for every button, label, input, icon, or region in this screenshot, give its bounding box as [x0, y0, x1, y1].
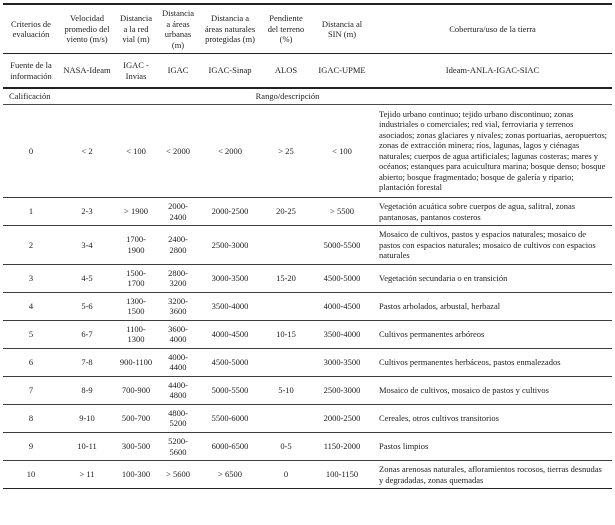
wind-speed-cell: 6-7 [81, 329, 93, 340]
sin-distance-cell: 2500-3000 [323, 385, 361, 396]
slope-cell [261, 292, 311, 320]
sin-distance-cell: 3500-4000 [323, 329, 361, 340]
protected-distance-cell: 5500-6000 [211, 413, 249, 424]
source-sin: IGAC-UPME [318, 65, 366, 76]
source-row [3, 54, 612, 89]
source-red-vial: IGAC - Invias [123, 60, 149, 81]
source-pendiente: ALOS [274, 65, 298, 76]
source-cobertura: Ideam-ANLA-IGAC-SIAC [445, 65, 540, 76]
land-cover-cell: Vegetación secundaria o en transición [379, 272, 508, 283]
table-row-grade-1 [3, 197, 612, 225]
grade-cell: 4 [28, 300, 34, 311]
sin-distance-cell: 1150-2000 [323, 441, 361, 452]
rango-descripcion-section-label: Rango/descripción [255, 91, 320, 102]
source-areas-urbanas: IGAC [167, 65, 189, 76]
column-header-distancia-areas-naturales: Distancia a áreas naturales protegidas (m) [204, 13, 256, 45]
table-row-grade-10 [3, 461, 612, 489]
road-distance-cell: 500-700 [121, 413, 151, 424]
protected-distance-cell: 2000-2500 [211, 206, 249, 217]
table-row-grade-4 [3, 292, 612, 320]
road-distance-cell: 300-500 [121, 441, 151, 452]
protected-distance-cell: 4000-4500 [211, 329, 249, 340]
slope-cell: 15-20 [276, 272, 296, 283]
urban-distance-cell: 3600-4000 [168, 323, 188, 345]
sin-distance-cell: 2000-2500 [323, 413, 361, 424]
slope-cell: 0-5 [280, 441, 292, 452]
wind-speed-cell: 10-11 [77, 441, 97, 452]
wind-speed-cell: < 2 [81, 145, 93, 156]
grade-cell: 7 [28, 385, 34, 396]
grade-cell: 3 [28, 272, 34, 283]
land-cover-cell: Pastos arbolados, arbustal, herbazal [379, 300, 501, 311]
table-row-grade-9 [3, 433, 612, 461]
grade-cell: 5 [28, 329, 34, 340]
urban-distance-cell: 4800-5200 [168, 407, 188, 429]
table-row-grade-7 [3, 376, 612, 404]
slope-cell: > 25 [278, 145, 294, 156]
protected-distance-cell: 3000-3500 [211, 272, 249, 283]
land-cover-cell: Tejido urbano continuo; tejido urbano discontinuo; zonas industriales o comerciales; red vial, ferroviaria y terrenos asociados; zonas glaciares y nivales; zonas portuarias, aeropuertos; zonas de extracción minera; ríos, lagunas, lagos y ciénagas naturales; cuerpos de agua artificiales; lagunas costeras; mares y océanos; estanques para acuicultura marina; bosque denso; bosque abierto; bosque fragmentado; bosque de galería y ripario; plantación forestal [379, 108, 608, 193]
protected-distance-cell: < 2000 [218, 145, 242, 156]
urban-distance-cell: 4400-4800 [168, 379, 188, 401]
land-cover-cell: Vegetación acuática sobre cuerpos de agua, salitral, zonas pantanosas, pantanos costeros [379, 200, 576, 222]
grade-cell: 10 [26, 469, 36, 480]
protected-distance-cell: 4500-5000 [211, 357, 249, 368]
slope-cell: 5-10 [278, 385, 294, 396]
land-cover-cell: Cultivos permanentes arbóreos [379, 329, 485, 340]
slope-cell [261, 226, 311, 265]
wind-speed-cell: 5-6 [81, 300, 93, 311]
table-row-grade-5 [3, 320, 612, 348]
source-velocidad: NASA-Ideam [63, 65, 111, 76]
column-header-velocidad-viento: Velocidad promedio del viento (m/s) [64, 13, 110, 45]
evaluation-criteria-table [3, 3, 612, 489]
column-header-distancia-areas-urbanas: Distancia a áreas urbanas (m) [161, 8, 195, 50]
grade-cell: 0 [28, 145, 34, 156]
wind-speed-cell: 3-4 [81, 239, 93, 250]
column-header-distancia-sin: Distancia al SIN (m) [321, 18, 363, 40]
wind-speed-cell: 7-8 [81, 357, 93, 368]
land-cover-cell: Pastos limpios [379, 441, 429, 452]
urban-distance-cell: 4000-4400 [168, 351, 188, 373]
urban-distance-cell: > 5600 [166, 469, 190, 480]
wind-speed-cell: 9-10 [79, 413, 95, 424]
wind-speed-cell: 4-5 [81, 272, 93, 283]
table-row-grade-6 [3, 348, 612, 376]
slope-cell: 20-25 [276, 206, 296, 217]
wind-speed-cell: > 11 [79, 469, 95, 480]
section-row [3, 88, 612, 104]
source-areas-naturales: IGAC-Sinap [208, 65, 252, 76]
table-row-grade-3 [3, 264, 612, 292]
land-cover-cell: Zonas arenosas naturales, afloramientos rocosos, tierras desnudas y degradadas, zonas quemadas [379, 464, 602, 485]
sin-distance-cell: 4000-4500 [323, 300, 361, 311]
header-row [3, 4, 612, 54]
table-row-grade-8 [3, 404, 612, 432]
road-distance-cell: > 1900 [124, 206, 148, 217]
wind-speed-cell: 2-3 [81, 206, 93, 217]
slope-cell: 10-15 [276, 329, 296, 340]
urban-distance-cell: < 2000 [166, 145, 190, 156]
calificacion-section-label: Calificación [9, 91, 51, 102]
urban-distance-cell: 3200-3600 [168, 295, 188, 317]
table-row-grade-2 [3, 226, 612, 265]
protected-distance-cell: 2500-3000 [211, 239, 249, 250]
road-distance-cell: 1100-1300 [126, 323, 146, 345]
column-header-cobertura: Cobertura/uso de la tierra [449, 23, 536, 34]
table-row-grade-0 [3, 104, 612, 197]
road-distance-cell: < 100 [126, 145, 146, 156]
sin-distance-cell: 5000-5500 [323, 239, 361, 250]
road-distance-cell: 1700-1900 [126, 234, 146, 255]
grade-cell: 8 [28, 413, 34, 424]
slope-cell [261, 404, 311, 432]
sin-distance-cell: 100-1150 [325, 469, 359, 480]
sin-distance-cell: 3000-3500 [323, 357, 361, 368]
column-header-distancia-red-vial: Distancia a la red vial (m) [119, 13, 153, 45]
land-cover-cell: Cereales, otros cultivos transitorios [379, 413, 499, 424]
road-distance-cell: 700-900 [121, 385, 151, 396]
road-distance-cell: 900-1100 [119, 357, 153, 368]
urban-distance-cell: 2000-2400 [168, 200, 188, 222]
sin-distance-cell: > 5500 [330, 206, 354, 217]
column-header-criterios: Criterios de evaluación [11, 18, 51, 40]
land-cover-cell: Mosaico de cultivos, mosaico de pastos y cultivos [379, 385, 549, 396]
road-distance-cell: 1300-1500 [126, 295, 146, 317]
road-distance-cell: 1500-1700 [126, 267, 146, 289]
protected-distance-cell: 5000-5500 [211, 385, 249, 396]
column-header-pendiente: Pendiente del terreno (%) [267, 13, 305, 45]
protected-distance-cell: > 6500 [218, 469, 242, 480]
protected-distance-cell: 6000-6500 [211, 441, 249, 452]
grade-cell: 9 [28, 441, 34, 452]
road-distance-cell: 100-300 [121, 469, 151, 480]
slope-cell [261, 348, 311, 376]
slope-cell: 0 [283, 469, 289, 480]
urban-distance-cell: 5200-5600 [168, 436, 188, 457]
grade-cell: 1 [28, 206, 34, 217]
land-cover-cell: Cultivos permanentes herbáceos, pastos enmalezados [379, 357, 561, 368]
grade-cell: 6 [28, 357, 34, 368]
urban-distance-cell: 2400-2800 [168, 234, 188, 255]
grade-cell: 2 [28, 239, 34, 250]
protected-distance-cell: 3500-4000 [211, 300, 249, 311]
sin-distance-cell: 4500-5000 [323, 272, 361, 283]
urban-distance-cell: 2800-3200 [168, 267, 188, 289]
wind-speed-cell: 8-9 [81, 385, 93, 396]
land-cover-cell: Mosaico de cultivos, pastos y espacios naturales; mosaico de pastos con espacios naturales; mosaico de cultivos con espacios naturales [379, 229, 596, 261]
source-row-label: Fuente de la información [10, 60, 52, 81]
sin-distance-cell: < 100 [332, 145, 352, 156]
